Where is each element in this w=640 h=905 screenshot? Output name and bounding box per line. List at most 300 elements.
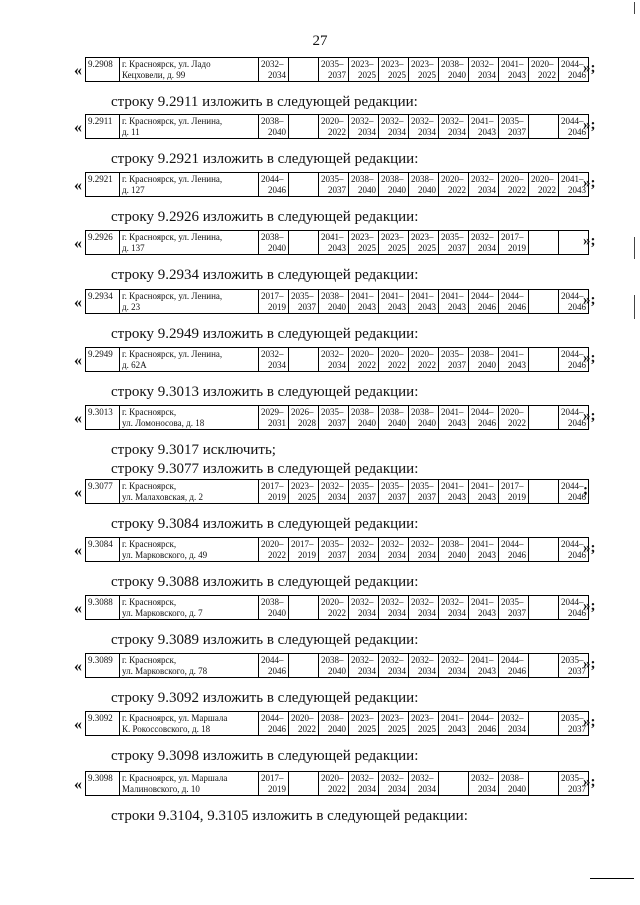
year-cell [289,58,319,82]
year-end: 2046 [568,359,586,370]
row-id: 9.3088 [86,596,120,620]
year-start: 2038– [261,597,284,607]
year-end: 2034 [418,607,436,618]
year-cell [319,538,349,562]
year-start: 2017– [501,232,524,242]
open-quote: « [74,62,82,79]
year-cell [259,772,289,796]
year-cell [409,772,439,796]
row-id: 9.2911 [86,115,120,139]
address-line-2: ул. Марковского, д. 78 [122,665,208,676]
close-quote: »; [583,350,596,366]
open-quote: « [74,235,82,252]
year-start: 2044– [561,349,584,359]
year-start: 2038– [321,291,344,301]
year-end: 2043 [478,549,496,560]
year-end: 2022 [538,69,556,80]
year-cell [319,772,349,796]
year-end: 2022 [298,723,316,734]
year-start: 2020– [291,713,314,723]
row-id: 9.2949 [86,348,120,372]
year-end: 2034 [448,665,466,676]
year-start: 2044– [561,539,584,549]
year-cell [529,654,559,678]
year-start: 2038– [351,174,374,184]
year-start: 2041– [411,291,434,301]
year-start: 2035– [321,59,344,69]
row-id: 9.3077 [86,480,120,504]
year-start: 2044– [561,291,584,301]
year-end: 2040 [358,417,376,428]
year-start: 2032– [411,655,434,665]
year-start: 2041– [351,291,374,301]
year-end: 2025 [418,69,436,80]
address-line-2: д. 62А [122,359,147,370]
year-cell [259,480,289,504]
year-end: 2046 [268,184,286,195]
year-end: 2025 [388,242,406,253]
year-cell [289,406,319,430]
year-cell [259,654,289,678]
year-start: 2038– [321,655,344,665]
year-start: 2035– [441,349,464,359]
year-start: 2044– [501,539,524,549]
open-quote: « [74,352,82,369]
year-start: 2041– [441,407,464,417]
margin-mark [634,2,635,14]
year-start: 2017– [261,291,284,301]
year-cell [469,173,499,197]
close-quote: »; [583,117,596,133]
year-cell [499,231,529,255]
year-cell [349,173,379,197]
address-line-2: ул. Марковского, д. 7 [122,607,203,618]
year-cell [319,231,349,255]
year-end: 2019 [268,491,286,502]
year-end: 2022 [418,359,436,370]
instruction-text: строку 9.3098 изложить в следующей редакции: [111,748,419,764]
year-end: 2046 [568,417,586,428]
schedule-row [85,479,589,504]
year-start: 2035– [561,773,584,783]
year-cell [289,231,319,255]
year-start: 2038– [381,174,404,184]
year-cell [379,406,409,430]
year-end: 2022 [508,417,526,428]
row-address [120,348,259,372]
year-cell [379,538,409,562]
year-cell [499,173,529,197]
year-cell [349,538,379,562]
year-cell [439,538,469,562]
year-end: 2034 [388,607,406,618]
year-start: 2038– [441,59,464,69]
year-cell [529,290,559,314]
address-line-1: г. Красноярск, ул. Маршала [122,713,228,723]
year-cell [349,406,379,430]
year-cell [439,654,469,678]
year-cell [469,290,499,314]
year-cell [379,231,409,255]
year-start: 2020– [261,539,284,549]
year-end: 2040 [388,184,406,195]
year-end: 2046 [568,301,586,312]
year-end: 2034 [328,359,346,370]
year-cell [469,231,499,255]
year-cell [289,290,319,314]
year-start: 2023– [381,713,404,723]
instruction-text: строку 9.3088 изложить в следующей редакции: [111,574,419,590]
year-cell [289,772,319,796]
year-end: 2040 [388,417,406,428]
year-end: 2046 [508,301,526,312]
year-end: 2043 [388,301,406,312]
year-cell [319,173,349,197]
year-cell [439,173,469,197]
year-start: 2035– [321,174,344,184]
year-start: 2035– [321,407,344,417]
year-end: 2043 [448,491,466,502]
year-cell [409,58,439,82]
year-cell [349,290,379,314]
year-start: 2041– [441,291,464,301]
year-start: 2044– [501,291,524,301]
year-end: 2034 [268,359,286,370]
year-start: 2032– [321,481,344,491]
year-end: 2046 [478,301,496,312]
row-address [120,231,259,255]
row-address [120,538,259,562]
year-start: 2044– [561,597,584,607]
year-start: 2032– [471,174,494,184]
year-cell [499,115,529,139]
year-end: 2037 [328,184,346,195]
bottom-rule [590,878,634,879]
year-end: 2034 [358,783,376,794]
schedule-row [85,771,589,796]
schedule-row [85,653,589,678]
year-cell [469,712,499,736]
instruction-text: строку 9.2926 изложить в следующей редакции: [111,209,419,225]
year-start: 2041– [501,349,524,359]
open-quote: « [74,600,82,617]
year-cell [409,480,439,504]
year-end: 2034 [418,783,436,794]
year-end: 2037 [388,491,406,502]
year-cell [439,58,469,82]
year-end: 2034 [388,665,406,676]
year-start: 2041– [471,116,494,126]
year-cell [259,712,289,736]
year-start: 2044– [561,481,584,491]
year-start: 2020– [321,773,344,783]
year-end: 2034 [448,607,466,618]
year-end: 2040 [268,126,286,137]
year-start: 2041– [471,597,494,607]
instruction-text: строку 9.3084 изложить в следующей редакции: [111,516,419,532]
year-start: 2032– [321,349,344,359]
address-line-1: г. Красноярск, ул. Ленина, [122,291,223,301]
year-cell [259,290,289,314]
year-cell [319,654,349,678]
year-end: 2037 [328,69,346,80]
year-start: 2032– [351,539,374,549]
year-end: 2037 [418,491,436,502]
row-address [120,58,259,82]
year-end: 2034 [358,607,376,618]
year-start: 2032– [261,349,284,359]
row-address [120,596,259,620]
year-end: 2046 [268,723,286,734]
year-end: 2043 [448,417,466,428]
row-address [120,712,259,736]
year-start: 2044– [561,59,584,69]
year-end: 2022 [328,783,346,794]
year-end: 2046 [568,607,586,618]
year-end: 2031 [268,417,286,428]
year-cell [409,173,439,197]
close-quote: »; [583,292,596,308]
year-end: 2037 [448,242,466,253]
year-end: 2022 [268,549,286,560]
year-cell [319,480,349,504]
margin-mark [634,295,635,319]
close-quote: »; [583,408,596,424]
year-cell [349,772,379,796]
year-start: 2038– [261,232,284,242]
year-end: 2034 [418,665,436,676]
year-start: 2032– [381,539,404,549]
year-cell [529,406,559,430]
year-start: 2032– [411,539,434,549]
year-cell [439,231,469,255]
year-start: 2023– [411,232,434,242]
year-start: 2017– [291,539,314,549]
year-cell [379,173,409,197]
year-cell [319,115,349,139]
instruction-text: строку 9.3092 изложить в следующей редакции: [111,690,419,706]
year-end: 2046 [508,665,526,676]
schedule-row [85,172,589,197]
year-cell [439,115,469,139]
year-cell [499,348,529,372]
year-end: 2034 [478,69,496,80]
year-cell [289,115,319,139]
instruction-text: строку 9.3089 изложить в следующей редакции: [111,632,419,648]
year-start: 2032– [471,59,494,69]
year-cell [259,596,289,620]
address-line-1: г. Красноярск, [122,597,177,607]
year-start: 2038– [411,174,434,184]
year-cell [379,58,409,82]
year-cell [469,538,499,562]
address-line-2: К. Рокоссовского, д. 18 [122,723,211,734]
address-line-1: г. Красноярск, [122,481,177,491]
year-start: 2038– [261,116,284,126]
year-cell [499,406,529,430]
year-start: 2035– [561,655,584,665]
year-start: 2017– [261,773,284,783]
year-start: 2038– [351,407,374,417]
year-start: 2020– [501,174,524,184]
row-id: 9.3084 [86,538,120,562]
year-start: 2038– [441,539,464,549]
year-start: 2044– [561,407,584,417]
year-cell [319,58,349,82]
year-end: 2040 [508,783,526,794]
year-end: 2040 [418,417,436,428]
year-start: 2023– [291,481,314,491]
year-start: 2041– [381,291,404,301]
year-end: 2034 [358,126,376,137]
year-start: 2032– [501,713,524,723]
year-start: 2035– [351,481,374,491]
year-cell [409,406,439,430]
year-cell [439,596,469,620]
year-end: 2034 [328,491,346,502]
year-start: 2038– [381,407,404,417]
year-start: 2035– [381,481,404,491]
year-end: 2034 [268,69,286,80]
year-cell [349,58,379,82]
year-end: 2022 [448,184,466,195]
year-start: 2044– [561,116,584,126]
year-cell [259,231,289,255]
year-end: 2043 [508,69,526,80]
year-cell [439,480,469,504]
year-cell [469,348,499,372]
year-end: 2046 [568,126,586,137]
year-cell [259,348,289,372]
address-line-1: г. Красноярск, [122,655,177,665]
instruction-text: строку 9.3077 изложить в следующей редакции: [111,461,419,477]
instruction-text: строку 9.2949 изложить в следующей редакции: [111,326,419,342]
year-start: 2032– [261,59,284,69]
year-start: 2032– [351,655,374,665]
year-end: 2022 [328,607,346,618]
close-quote: »; [583,714,596,730]
address-line-1: г. Красноярск, ул. Ленина, [122,232,223,242]
year-start: 2020– [321,597,344,607]
year-cell [529,712,559,736]
year-cell [499,290,529,314]
year-end: 2022 [508,184,526,195]
row-address [120,654,259,678]
year-start: 2035– [441,232,464,242]
year-cell [289,480,319,504]
year-start: 2038– [471,349,494,359]
year-cell [349,480,379,504]
year-cell [499,772,529,796]
year-end: 2034 [388,549,406,560]
year-cell [529,173,559,197]
year-end: 2034 [478,184,496,195]
year-end: 2019 [508,242,526,253]
year-end: 2034 [418,549,436,560]
row-id: 9.3092 [86,712,120,736]
year-start: 2023– [411,713,434,723]
year-cell [469,58,499,82]
address-line-1: г. Красноярск, ул. Ладо [122,59,211,69]
row-id: 9.2934 [86,290,120,314]
year-start: 2032– [351,597,374,607]
year-end: 2025 [358,69,376,80]
year-cell [289,654,319,678]
year-start: 2023– [351,713,374,723]
year-start: 2035– [501,116,524,126]
open-quote: « [74,716,82,733]
year-start: 2023– [381,232,404,242]
year-start: 2020– [411,349,434,359]
year-cell [469,596,499,620]
year-end: 2034 [418,126,436,137]
row-address [120,290,259,314]
address-line-1: г. Красноярск, ул. Маршала [122,773,228,783]
year-end: 2034 [388,783,406,794]
year-cell [529,115,559,139]
year-end: 2046 [478,417,496,428]
year-start: 2026– [291,407,314,417]
year-end: 2043 [418,301,436,312]
schedule-row [85,595,589,620]
year-cell [349,712,379,736]
year-start: 2044– [501,655,524,665]
year-start: 2038– [501,773,524,783]
year-cell [289,712,319,736]
year-cell [529,772,559,796]
year-end: 2028 [298,417,316,428]
open-quote: « [74,658,82,675]
year-end: 2034 [478,242,496,253]
year-end: 2043 [478,665,496,676]
row-id: 9.3098 [86,772,120,796]
year-start: 2035– [291,291,314,301]
open-quote: « [74,177,82,194]
year-start: 2038– [411,407,434,417]
year-end: 2034 [508,723,526,734]
address-line-1: г. Красноярск, ул. Ленина, [122,349,223,359]
year-start: 2020– [531,174,554,184]
year-cell [289,538,319,562]
row-id: 9.2921 [86,173,120,197]
year-end: 2040 [448,549,466,560]
row-id: 9.3013 [86,406,120,430]
year-cell [529,58,559,82]
close-quote: »; [583,60,596,76]
year-end: 2040 [268,242,286,253]
year-start: 2020– [501,407,524,417]
year-end: 2025 [418,242,436,253]
year-cell [469,115,499,139]
year-start: 2041– [471,655,494,665]
year-end: 2019 [268,783,286,794]
row-address [120,480,259,504]
year-cell [289,173,319,197]
address-line-1: г. Красноярск, ул. Ленина, [122,116,223,126]
close-quote: »; [583,233,596,249]
year-cell [529,538,559,562]
year-end: 2037 [508,607,526,618]
year-end: 2043 [328,242,346,253]
year-start: 2038– [321,713,344,723]
year-end: 2025 [298,491,316,502]
open-quote: « [74,119,82,136]
year-end: 2043 [478,126,496,137]
row-id: 9.2908 [86,58,120,82]
instruction-text: строку 9.2911 изложить в следующей редакции: [111,94,418,110]
year-cell [289,596,319,620]
address-line-2: Кецховели, д. 99 [122,69,186,80]
